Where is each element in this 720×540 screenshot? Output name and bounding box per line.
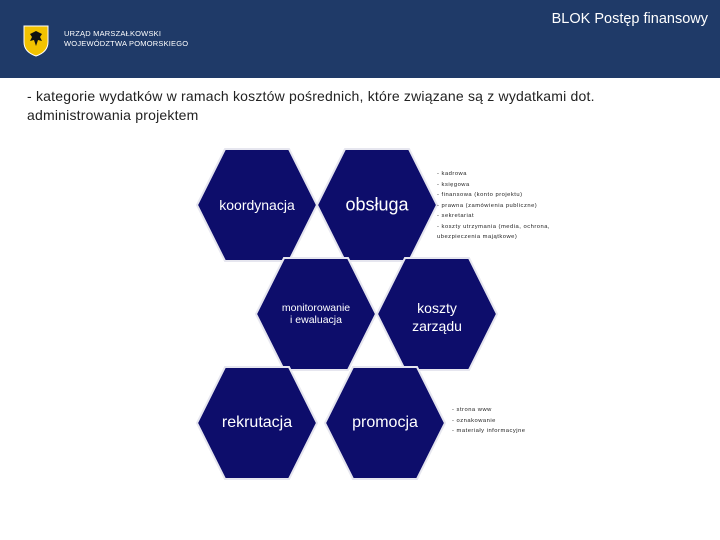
hex-label-koszty-line-1: koszty bbox=[417, 300, 457, 316]
logo-line-2: WOJEWÓDZTWA POMORSKIEGO bbox=[64, 39, 189, 48]
obsluga-list-item: - księgowa bbox=[437, 181, 470, 188]
obsluga-items-list bbox=[437, 169, 550, 243]
promocja-list-item: - strona www bbox=[452, 407, 492, 413]
hex-label-obsluga: obsługa bbox=[345, 194, 409, 215]
logo-line-1: URZĄD MARSZAŁKOWSKI bbox=[64, 29, 162, 38]
obsluga-list-item: - sekretariat bbox=[437, 213, 475, 219]
hex-label-monitorowanie-line-1: monitorowanie bbox=[281, 302, 351, 314]
promocja-list-item: - materiały informacyjne bbox=[452, 428, 526, 434]
hex-label-promocja: promocja bbox=[352, 414, 418, 431]
obsluga-list-item: ubezpieczenia majątkowe) bbox=[437, 234, 518, 240]
hex-label-koszty-zarzadu bbox=[412, 299, 462, 335]
hex-label-koszty-line-2: zarządu bbox=[412, 318, 462, 334]
promocja-items-list bbox=[452, 405, 526, 437]
hex-label-rekrutacja: rekrutacja bbox=[221, 414, 293, 431]
hex-label-koordynacja: koordynacja bbox=[219, 197, 295, 213]
obsluga-list-item: - koszty utrzymania (media, ochrona, bbox=[437, 223, 551, 230]
hex-label-monitorowanie-line-2: i ewaluacja bbox=[290, 314, 342, 326]
obsluga-list-item: - kadrowa bbox=[437, 171, 467, 177]
slide-subtitle: - kategorie wydatków w ramach kosztów pośrednich, które związane są z wydatkami dot. administrowania projektem bbox=[27, 88, 595, 123]
header-title: BLOK Postęp finansowy bbox=[551, 11, 708, 27]
hex-label-monitorowanie bbox=[282, 302, 350, 326]
obsluga-list-item: - prawna (zamówienia publiczne) bbox=[437, 202, 538, 209]
promocja-list-item: - oznakowanie bbox=[452, 417, 496, 424]
obsluga-list-item: - finansowa (konto projektu) bbox=[437, 192, 523, 198]
